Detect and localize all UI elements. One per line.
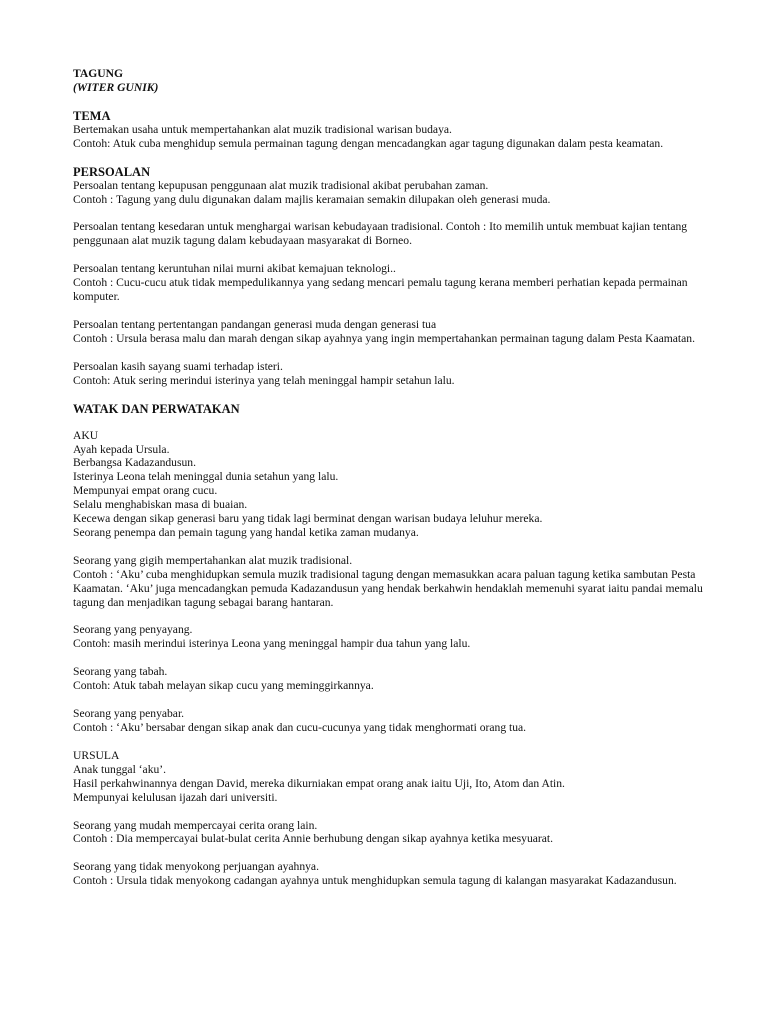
paragraph-line: Contoh: Atuk tabah melayan sikap cucu yang meminggirkannya.: [73, 679, 374, 693]
paragraph-line: Contoh : Tagung yang dulu digunakan dalam majlis keramaian semakin dilupakan oleh generasi muda.: [73, 192, 551, 206]
paragraph-line: Ayah kepada Ursula.: [73, 442, 170, 456]
character-name-ursula: URSULA: [73, 748, 120, 762]
paragraph-block: [73, 554, 713, 610]
paragraph-line: Isterinya Leona telah meninggal dunia setahun yang lalu.: [73, 470, 339, 484]
paragraph-line: Persoalan tentang kesedaran untuk menghargai warisan kebudayaan tradisional. Contoh : Ito memilih untuk membuat kajian tentang penggunaan alat muzik tagung dalam kebudayaan masyarakat di Borneo.: [73, 220, 688, 248]
section-persoalan: [73, 165, 713, 388]
paragraph-line: Persoalan tentang pertentangan pandangan generasi muda dengan generasi tua: [73, 317, 437, 331]
paragraph-line: Hasil perkahwinannya dengan David, mereka dikurniakan empat orang anak iaitu Uji, Ito, Atom dan Atin.: [73, 776, 565, 790]
paragraph-line: Bertemakan usaha untuk mempertahankan alat muzik tradisional warisan budaya.: [73, 122, 452, 136]
paragraph-line: Mempunyai empat orang cucu.: [73, 484, 218, 498]
paragraph-block: [73, 179, 713, 207]
paragraph-line: Persoalan tentang kepupusan penggunaan alat muzik tradisional akibat perubahan zaman.: [73, 178, 489, 192]
paragraph-line: Selalu menghabiskan masa di buaian.: [73, 498, 248, 512]
paragraph-line: Contoh : ‘Aku’ cuba menghidupkan semula muzik tradisional tagung dengan memasukkan acara paluan tagung ketika sambutan Pesta Kaamatan. ‘Aku’ juga mencadangkan pemuda Kadazandusun yang hendak berkahwin hendaklah memenuhi syarat iaitu pandai memalu tagung dan menjadikan tagung sebagai barang hantaran.: [73, 567, 703, 609]
paragraph-line: Contoh: Atuk sering merindui isterinya yang telah meninggal hampir setahun lalu.: [73, 373, 455, 387]
paragraph-block: [73, 665, 713, 693]
paragraph-line: Mempunyai kelulusan ijazah dari universiti.: [73, 790, 278, 804]
document-page: [73, 67, 713, 902]
paragraph-line: Kecewa dengan sikap generasi baru yang tidak lagi berminat dengan warisan budaya leluhur mereka.: [73, 512, 543, 526]
section-heading: PERSOALAN: [73, 164, 151, 179]
paragraph-block: [73, 318, 713, 346]
paragraph-line: Contoh : Ursula berasa malu dan marah dengan sikap ayahnya yang ingin mempertahankan permainan tagung dalam Pesta Kaamatan.: [73, 331, 695, 345]
paragraph-line: Contoh : Dia mempercayai bulat-bulat cerita Annie berhubung dengan sikap ayahnya ketika mesyuarat.: [73, 832, 554, 846]
paragraph-line: Seorang yang penyabar.: [73, 707, 185, 721]
paragraph-line: Seorang yang penyayang.: [73, 623, 193, 637]
paragraph-block: [73, 860, 713, 888]
paragraph-block: [73, 623, 713, 651]
section-heading: TEMA: [73, 108, 111, 123]
doc-title: TAGUNG: [73, 67, 124, 80]
doc-subtitle: (WITER GUNIK): [73, 80, 159, 94]
paragraph-block: [73, 360, 713, 388]
section-heading: WATAK DAN PERWATAKAN: [73, 401, 240, 416]
section-watak: [73, 402, 713, 889]
paragraph-line: Contoh : Cucu-cucu atuk tidak mempedulikannya yang sedang mencari pemalu tagung kerana memberi perhatian kepada permainan komputer.: [73, 276, 688, 304]
paragraph-block: [73, 220, 713, 248]
paragraph-line: Anak tunggal ‘aku’.: [73, 762, 167, 776]
paragraph-line: Seorang yang tidak menyokong perjuangan ayahnya.: [73, 860, 319, 874]
paragraph-line: Berbangsa Kadazandusun.: [73, 456, 196, 470]
paragraph-line: Seorang yang mudah mempercayai cerita orang lain.: [73, 818, 318, 832]
paragraph-block: [73, 443, 713, 540]
paragraph-line: Seorang yang gigih mempertahankan alat muzik tradisional.: [73, 553, 353, 567]
character-name-aku: AKU: [73, 428, 99, 442]
paragraph-line: Contoh : ‘Aku’ bersabar dengan sikap anak dan cucu-cucunya yang tidak menghormati orang tua.: [73, 721, 527, 734]
paragraph-line: Persoalan tentang keruntuhan nilai murni akibat kemajuan teknologi..: [73, 262, 396, 276]
paragraph-line: Persoalan kasih sayang suami terhadap isteri.: [73, 359, 283, 373]
section-tema: [73, 109, 713, 151]
paragraph-block: [73, 262, 713, 304]
paragraph-line: Contoh: Atuk cuba menghidup semula permainan tagung dengan mencadangkan agar tagung digunakan dalam pesta keamatan.: [73, 136, 664, 150]
paragraph-block: [73, 819, 713, 847]
paragraph-block: [73, 763, 713, 805]
paragraph-block: [73, 707, 713, 735]
paragraph-line: Contoh : Ursula tidak menyokong cadangan ayahnya untuk menghidupkan semula tagung di kalangan masyarakat Kadazandusun.: [73, 874, 677, 888]
paragraph-line: Seorang penempa dan pemain tagung yang handal ketika zaman mudanya.: [73, 525, 419, 539]
paragraph-line: Seorang yang tabah.: [73, 665, 168, 679]
paragraph-line: Contoh: masih merindui isterinya Leona yang meninggal hampir dua tahun yang lalu.: [73, 637, 471, 651]
